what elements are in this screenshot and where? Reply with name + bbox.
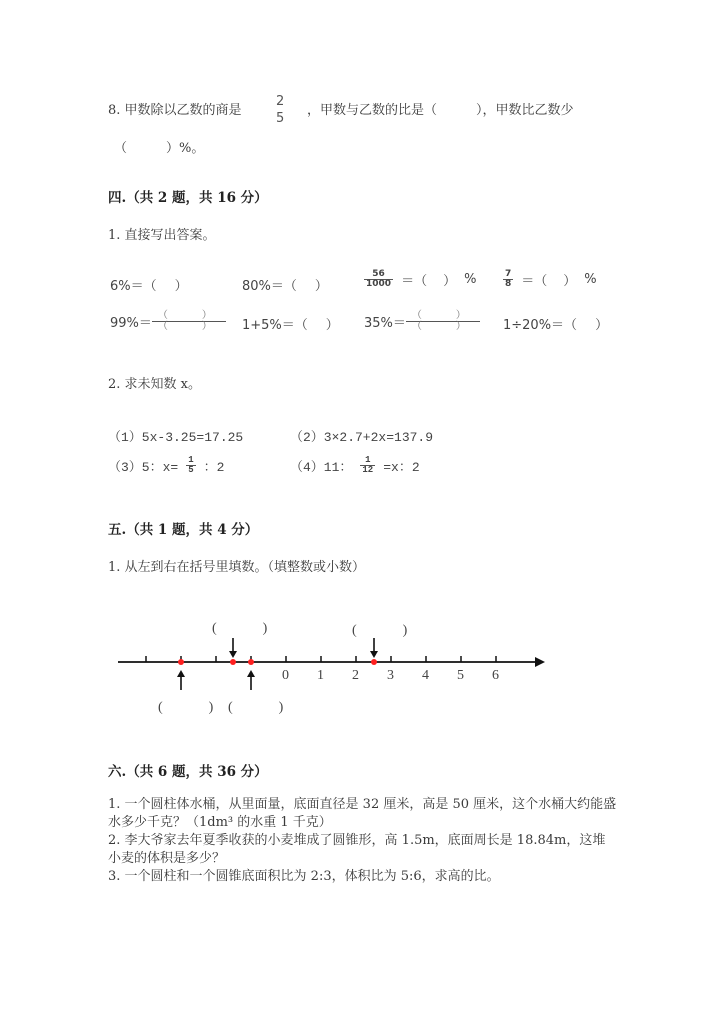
frac-den: （ ） — [411, 321, 478, 332]
calc-expr: 6%＝（ — [110, 279, 157, 294]
equation-1: （1）5x-3.25=17.25 — [108, 430, 244, 445]
frac-num: 56 — [372, 269, 385, 279]
calc-expr: 99%＝ — [110, 316, 152, 331]
eq-post: ：2 — [203, 460, 225, 475]
q8-prefix: 8. 甲数除以乙数的商是 — [108, 103, 242, 118]
calc-close: ） — [595, 318, 609, 333]
s6-question-3: 3. 一个圆柱和一个圆锥底面积比为 2:3，体积比为 5:6，求高的比。 — [108, 869, 500, 884]
q8-middle: ，甲数与乙数的比是（ ），甲数比乙数少 — [307, 103, 574, 118]
frac-num: （ ） — [157, 310, 224, 321]
tick-label-0: 0 — [282, 668, 289, 683]
s4-q2-label: 2. 求未知数 x。 — [108, 377, 201, 392]
q8-frac-num: 2 — [276, 94, 285, 109]
frac-num: 7 — [505, 269, 512, 279]
section-4-title: 四.（共 2 题，共 16 分） — [108, 190, 268, 206]
answer-blank-top-1[interactable]: ( ) — [212, 621, 274, 636]
tick-label-2: 2 — [352, 668, 359, 683]
frac-num: （ ） — [411, 310, 478, 321]
tick-label-1: 1 — [317, 668, 324, 683]
answer-blank-bottom-2[interactable]: ( ) — [228, 700, 290, 715]
calc-expr: 1÷20%＝（ — [503, 318, 578, 333]
frac-den: 8 — [505, 279, 512, 289]
frac-den: 12 — [362, 465, 374, 475]
calc-expr: 1+5%＝（ — [242, 318, 308, 333]
tick-label-5: 5 — [457, 668, 464, 683]
calc-expr: ＝（ — [401, 274, 428, 289]
s4-q1-label: 1. 直接写出答案。 — [108, 228, 216, 243]
calc-expr: 80%＝（ — [242, 279, 297, 294]
frac-den: 1000 — [366, 279, 392, 289]
calc-expr: ＝（ — [521, 274, 548, 289]
tick-label-6: 6 — [492, 668, 499, 683]
calc-close: ） — [563, 274, 577, 289]
answer-blank-bottom-1[interactable]: ( ) — [158, 700, 220, 715]
calc-close: ） — [174, 279, 188, 294]
section-5-title: 五.（共 1 题，共 4 分） — [108, 522, 259, 538]
eq-post: =x：2 — [383, 460, 420, 475]
eq-pre: （3）5：x= — [108, 460, 179, 475]
calc-expr: 35%＝ — [364, 316, 406, 331]
frac-den: 5 — [188, 465, 194, 475]
tick-label-3: 3 — [387, 668, 394, 683]
s6-question-1: 1. 一个圆柱体水桶，从里面量，底面直径是 32 厘米，高是 50 厘米，这个水桶大约能盛水多少千克？（1dm³ 的水重 1 千克） — [108, 797, 617, 830]
answer-blank-top-2[interactable]: ( ) — [352, 623, 414, 638]
tick-label-4: 4 — [422, 668, 429, 683]
eq-pre: （4）11： — [290, 460, 353, 475]
s6-question-2: 2. 李大爷家去年夏季收获的小麦堆成了圆锥形，高 1.5m，底面周长是 18.84m，这堆小麦的体积是多少？ — [108, 833, 606, 866]
q8-line2: （ ）%。 — [114, 141, 205, 156]
frac-den: （ ） — [157, 321, 224, 332]
arrows — [177, 638, 378, 690]
calc-close: ） — [325, 318, 339, 333]
frac-num: 1 — [365, 455, 371, 465]
equation-2: （2）3×2.7+2x=137.9 — [290, 430, 434, 445]
calc-close: ） — [443, 274, 457, 289]
q8-frac-den: 5 — [276, 111, 285, 126]
frac-num: 1 — [188, 455, 194, 465]
section-6-title: 六.（共 6 题，共 36 分） — [108, 764, 268, 780]
calc-suffix: % — [464, 272, 477, 287]
calc-close: ） — [314, 279, 328, 294]
calc-suffix: % — [584, 272, 597, 287]
s5-q1-label: 1. 从左到右在括号里填数。（填整数或小数） — [108, 560, 366, 575]
